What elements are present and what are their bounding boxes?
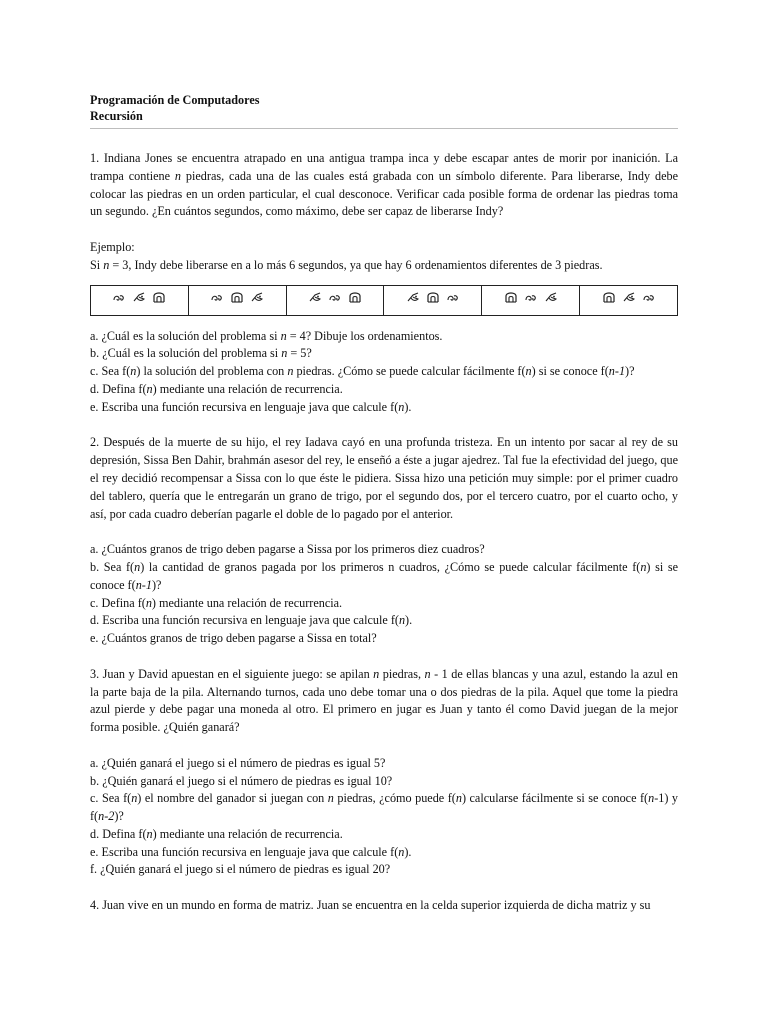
list-item: e. ¿Cuántos granos de trigo deben pagarse a Sissa en total? <box>90 631 377 646</box>
list-item: e. Escriba una función recursiva en lenguaje java que calcule f(n). <box>90 844 412 859</box>
list-item: b. ¿Quién ganará el juego si el número de piedras es igual 10? <box>90 773 393 788</box>
ordering-cell <box>482 285 580 315</box>
list-item: c. Sea f(n) la solución del problema con n piedras. ¿Cómo se puede calcular fácilmente f(n) si se conoce f(n-1)? <box>90 364 635 379</box>
list-item: c. Defina f(n) mediante una relación de recurrencia. <box>90 595 343 610</box>
list-item: e. Escriba una función recursiva en lenguaje java que calcule f(n). <box>90 399 412 414</box>
list-item: b. Sea f(n) la cantidad de granos pagada por los primeros n cuadros, ¿Cómo se puede calcular fácilmente f(n) si se conoce f(n-1)? <box>90 559 679 592</box>
ordering-cell <box>384 285 482 315</box>
ordering-cell <box>91 285 189 315</box>
arch-icon <box>602 290 616 304</box>
list-item: a. ¿Cuál es la solución del problema si n = 4? Dibuje los ordenamientos. <box>90 328 443 343</box>
spiral-icon <box>112 290 126 304</box>
spiral-icon <box>642 290 656 304</box>
bird-icon <box>622 290 636 304</box>
spiral-icon <box>328 290 342 304</box>
ordering-cell <box>188 285 286 315</box>
list-item: c. Sea f(n) el nombre del ganador si juegan con n piedras, ¿cómo puede f(n) calcularse fácilmente si se conoce f(n-1) y f(n-2)? <box>90 791 679 824</box>
bird-icon <box>132 290 146 304</box>
bird-icon <box>544 290 558 304</box>
orderings-table <box>90 285 678 316</box>
list-item: b. ¿Cuál es la solución del problema si n = 5? <box>90 346 312 361</box>
ordering-cell <box>580 285 678 315</box>
spiral-icon <box>524 290 538 304</box>
spiral-icon <box>446 290 460 304</box>
problem-3-statement: 3. Juan y David apuestan en el siguiente juego: se apilan n piedras, n - 1 de ellas blancas y una azul, estando la azul en la parte baja de la pila. Alternando turnos, cada uno debe tomar una o dos piedras de la pila. Aquel que tome la piedra azul pierde y debe pagar una moneda al otro. El primero en jugar es Juan y tanto él como David juegan de la mejor forma posible. ¿Quién ganará? <box>90 666 678 735</box>
document-page <box>90 93 678 915</box>
list-item: d. Escriba una función recursiva en lenguaje java que calcule f(n). <box>90 613 413 628</box>
ordering-cell <box>286 285 384 315</box>
bird-icon <box>250 290 264 304</box>
list-item: a. ¿Cuántos granos de trigo deben pagarse a Sissa por los primeros diez cuadros? <box>90 542 485 557</box>
arch-icon <box>504 290 518 304</box>
arch-icon <box>348 290 362 304</box>
spiral-icon <box>210 290 224 304</box>
arch-icon <box>152 290 166 304</box>
problem-3-questions <box>90 755 678 880</box>
problem-4-statement: 4. Juan vive en un mundo en forma de matriz. Juan se encuentra en la celda superior izquierda de dicha matriz y su <box>90 898 651 913</box>
problem-1-questions <box>90 328 678 417</box>
arch-icon <box>426 290 440 304</box>
orderings-row <box>91 285 678 315</box>
problem-1-statement: 1. Indiana Jones se encuentra atrapado en una antigua trampa inca y debe escapar antes de morir por inanición. La trampa contiene n piedras, cada una de las cuales está grabada con un símbolo diferente. Para liberarse, Indy debe colocar las piedras en un orden particular, el cual desconoce. Verificar cada posible forma de ordenar las piedras toma un segundo. ¿En cuántos segundos, como máximo, debe ser capaz de liberarse Indy? <box>90 151 678 219</box>
list-item: f. ¿Quién ganará el juego si el número de piedras es igual 20? <box>90 862 391 877</box>
bird-icon <box>308 290 322 304</box>
document-subtitle: Recursión <box>90 108 143 123</box>
list-item: d. Defina f(n) mediante una relación de recurrencia. <box>90 826 343 841</box>
list-item: a. ¿Quién ganará el juego si el número de piedras es igual 5? <box>90 755 386 770</box>
document-title: Programación de Computadores <box>90 93 260 107</box>
bird-icon <box>406 290 420 304</box>
problem-2-questions <box>90 541 678 648</box>
arch-icon <box>230 290 244 304</box>
list-item: d. Defina f(n) mediante una relación de recurrencia. <box>90 381 343 396</box>
problem-2-statement: 2. Después de la muerte de su hijo, el rey Iadava cayó en una profunda tristeza. En un intento por sacar al rey de su depresión, Sissa Ben Dahir, brahmán asesor del rey, le enseñó a éste a jugar ajedrez. Tal fue la efectividad del juego, que el rey decidió recompensar a Sissa con lo que éste le pidiera. Sissa hizo una petición muy simple: por el primer cuadro del tablero, quería que le entregarán un grano de trigo, por el segundo dos, por el tercero cuatro, por el cuarto ocho, y así, por cada cuadro deberían pagarle el doble de lo pagado por el anterior. <box>90 435 678 521</box>
example-text: Si n = 3, Indy debe liberarse en a lo más 6 segundos, ya que hay 6 ordenamientos diferentes de 3 piedras. <box>90 257 603 272</box>
example-label: Ejemplo: <box>90 239 135 254</box>
